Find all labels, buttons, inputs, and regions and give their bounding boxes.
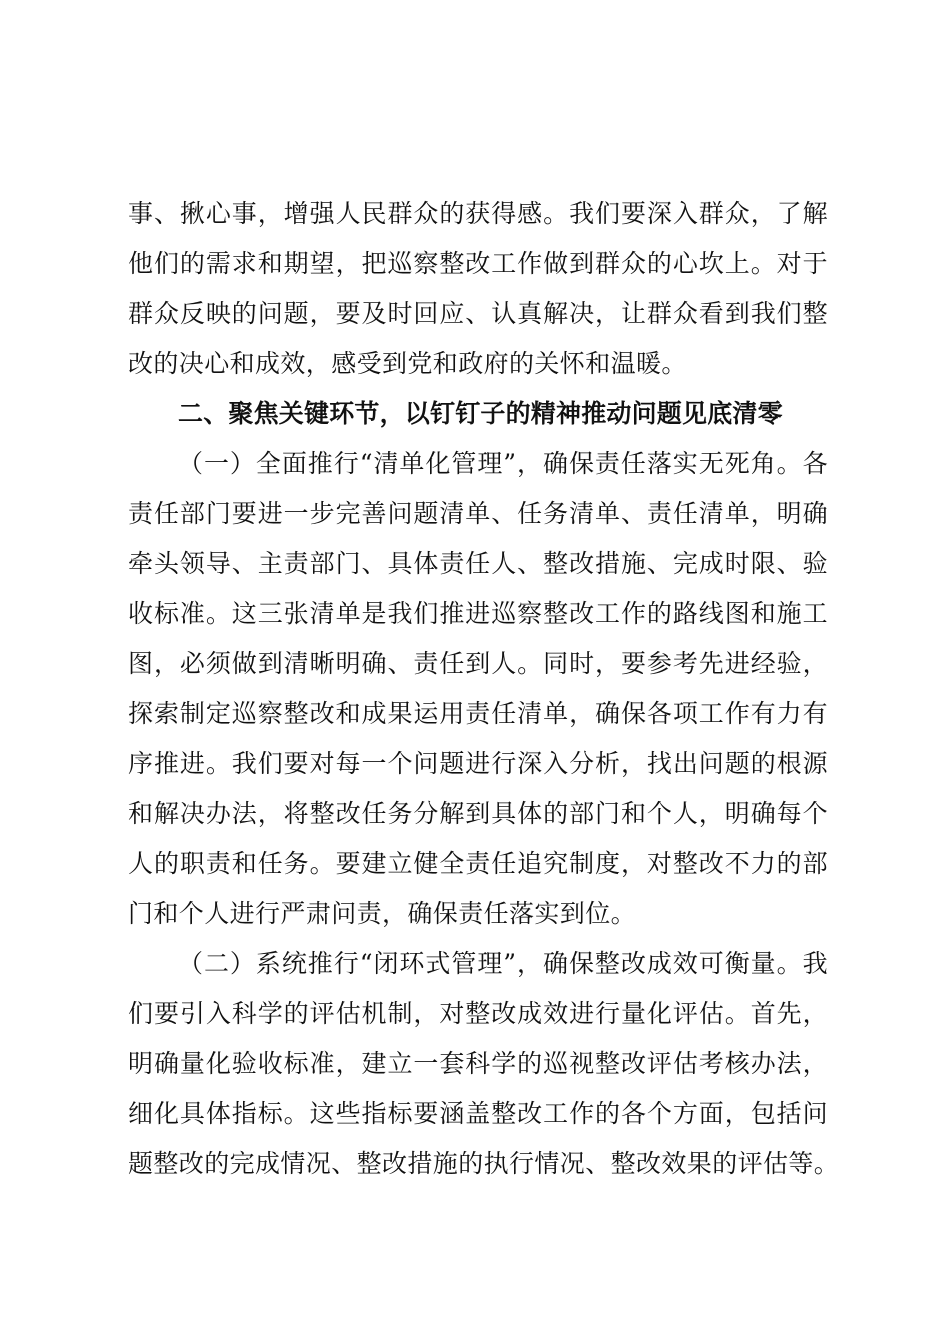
body-text-line: 改的决心和成效，感受到党和政府的关怀和温暖。 (128, 349, 687, 378)
body-text-line: 细化具体指标。这些指标要涵盖整改工作的各个方面，包括问 (128, 1099, 828, 1128)
body-text-line: 群众反映的问题，要及时回应、认真解决，让群众看到我们整 (128, 299, 828, 328)
body-text-line: 明确量化验收标准，建立一套科学的巡视整改评估考核办法， (128, 1049, 828, 1078)
body-text-line: 探索制定巡察整改和成果运用责任清单，确保各项工作有力有 (128, 699, 828, 728)
body-text-line: 事、揪心事，增强人民群众的获得感。我们要深入群众，了解 (128, 199, 828, 228)
body-text-line: 他们的需求和期望，把巡察整改工作做到群众的心坎上。对于 (128, 249, 828, 278)
body-text-line: 责任部门要进一步完善问题清单、任务清单、责任清单，明确 (128, 499, 828, 528)
body-text-line: 图，必须做到清晰明确、责任到人。同时，要参考先进经验， (128, 649, 828, 678)
body-text-line: （二）系统推行“闭环式管理”，确保整改成效可衡量。我 (178, 949, 828, 978)
body-text-line: 们要引入科学的评估机制，对整改成效进行量化评估。首先， (128, 999, 828, 1028)
body-text-line: 门和个人进行严肃问责，确保责任落实到位。 (128, 899, 637, 928)
section-heading: 二、聚焦关键环节，以钉钉子的精神推动问题见底清零 (178, 399, 783, 428)
body-text-line: 人的职责和任务。要建立健全责任追究制度，对整改不力的部 (128, 849, 828, 878)
body-text-line: 牵头领导、主责部门、具体责任人、整改措施、完成时限、验 (128, 549, 828, 578)
body-text-line: 题整改的完成情况、整改措施的执行情况、整改效果的评估等。 (128, 1149, 840, 1178)
body-text-line: 和解决办法，将整改任务分解到具体的部门和个人，明确每个 (128, 799, 828, 828)
body-text-line: 序推进。我们要对每一个问题进行深入分析，找出问题的根源 (128, 749, 828, 778)
body-text-line: （一）全面推行“清单化管理”，确保责任落实无死角。各 (178, 449, 828, 478)
body-text-line: 收标准。这三张清单是我们推进巡察整改工作的路线图和施工 (128, 599, 828, 628)
